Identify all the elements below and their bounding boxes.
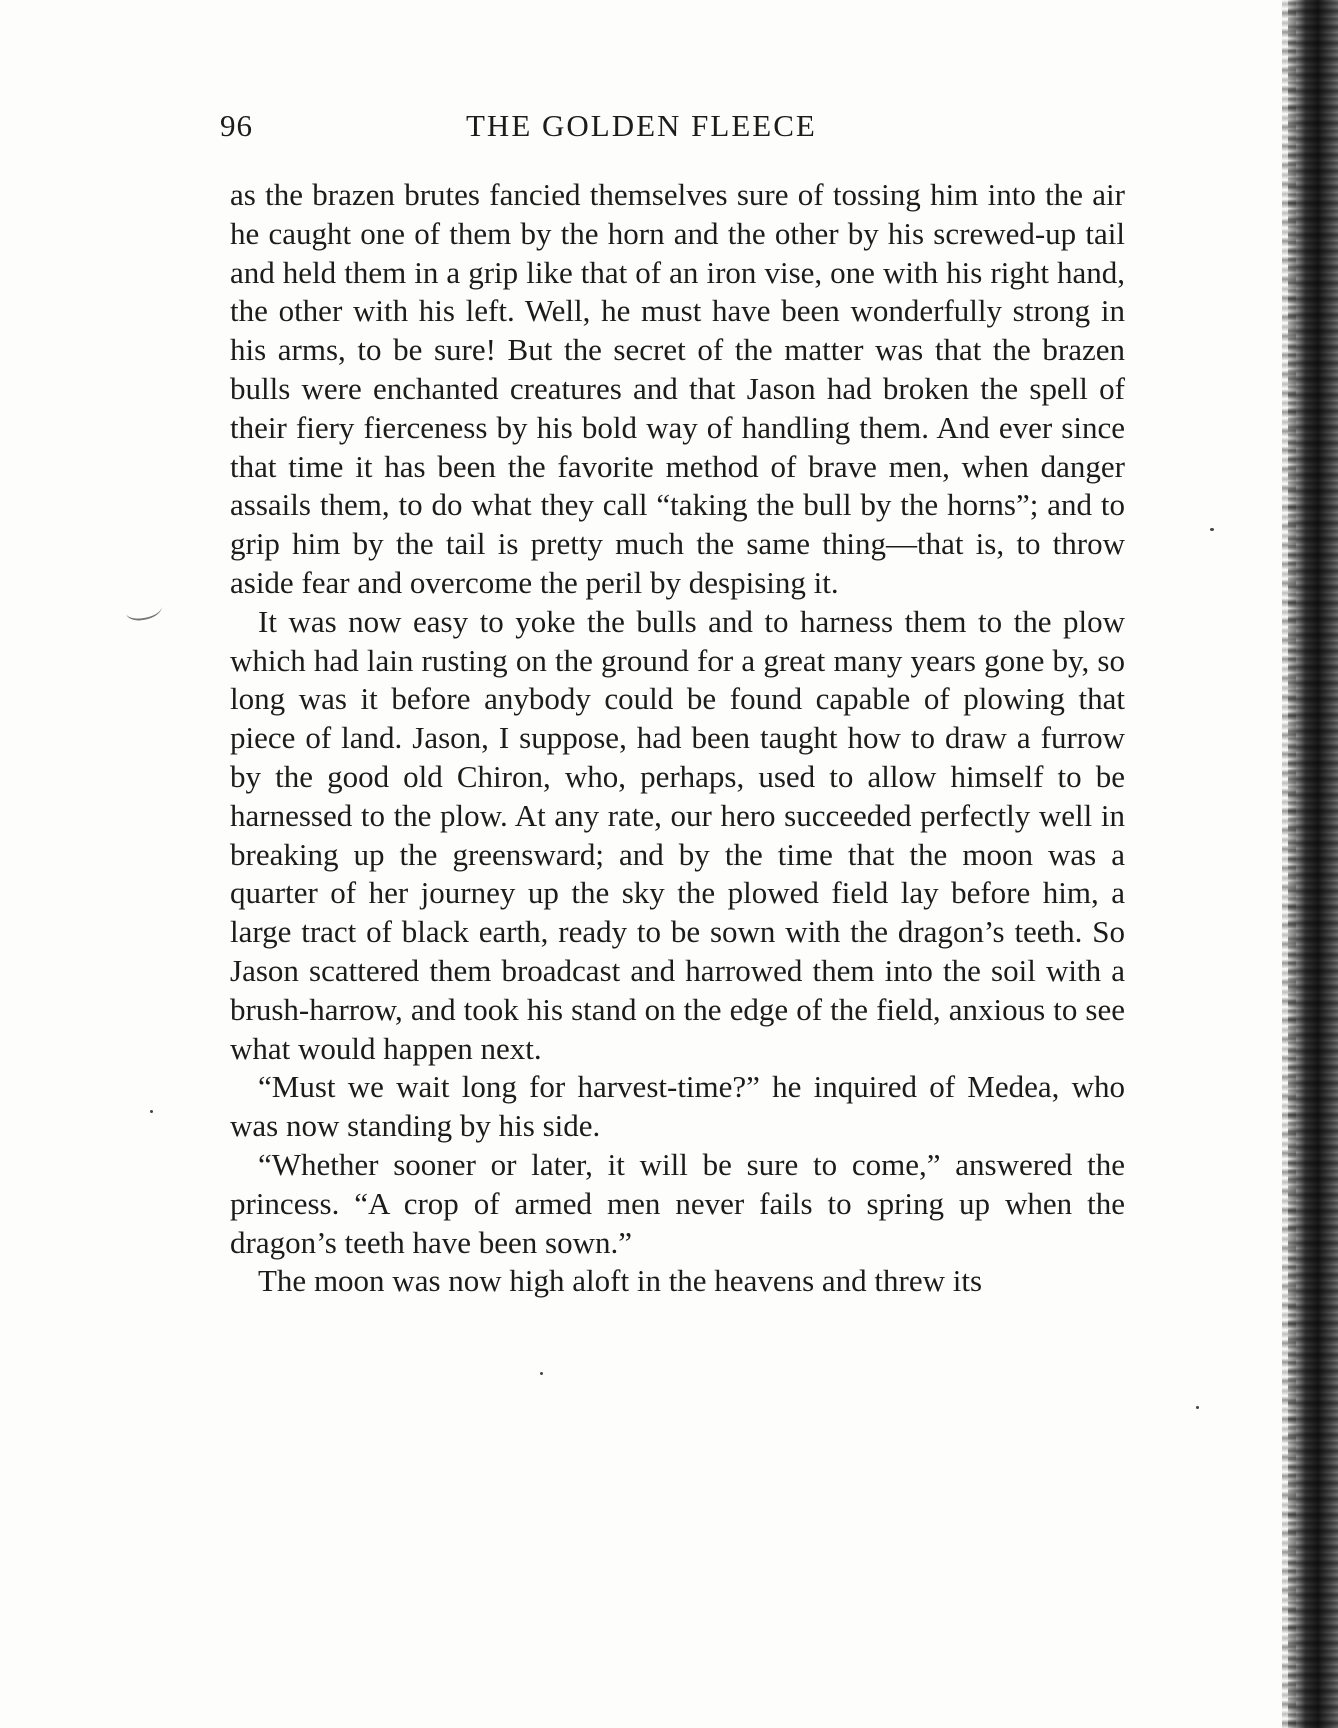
paragraph-3: “Must we wait long for harvest-time?” he inquired of Medea, who was now standing by his side. xyxy=(230,1069,1125,1144)
scan-speck xyxy=(1196,1406,1199,1409)
body-text xyxy=(230,176,1125,1301)
page-header xyxy=(220,104,1124,148)
scan-shadow-edge xyxy=(1288,0,1338,1728)
scan-speck xyxy=(150,1110,153,1113)
paragraph-4: “Whether sooner or later, it will be sure to come,” answered the princess. “A crop of armed men never fails to spring up when the dragon’s teeth have been sown.” xyxy=(230,1146,1125,1260)
scan-speck xyxy=(1210,528,1214,531)
margin-pencil-mark xyxy=(125,598,163,622)
paragraph-5: The moon was now high aloft in the heavens and threw its xyxy=(258,1263,983,1299)
scan-speck xyxy=(540,1372,543,1375)
paragraph-2: It was now easy to yoke the bulls and to harness them to the plow which had lain rusting on the ground for a great many years gone by, so long was it before anybody could be found capable of plowing that piece of land. Jason, I suppose, had been taught how to draw a furrow by the good old Chiron, who, perhaps, used to allow himself to be harnessed to the plow. At any rate, our hero succeeded perfectly well in breaking up the greensward; and by the time that the moon was a quarter of her journey up the sky the plowed field lay before him, a large tract of black earth, ready to be sown with the dragon’s teeth. So Jason scattered them broadcast and harrowed them into the soil with a brush-harrow, and took his stand on the edge of the field, anxious to see what would happen next. xyxy=(230,603,1125,1066)
page-number: 96 xyxy=(220,108,253,143)
paragraph-1: as the brazen brutes fancied themselves sure of tossing him into the air he caught one of them by the horn and the other by his screwed-up tail and held them in a grip like that of an iron vise, one with his right hand, the other with his left. Well, he must have been wonderfully strong in his arms, to be sure! But the secret of the matter was that the brazen bulls were enchanted creatures and that Jason had broken the spell of their fiery fierceness by his bold way of handling them. And ever since that time it has been the favorite method of brave men, when danger assails them, to do what they call “taking the bull by the horns”; and to grip him by the tail is pretty much the same thing—that is, to throw aside fear and overcome the peril by despising it. xyxy=(230,177,1125,600)
running-head-title: THE GOLDEN FLEECE xyxy=(466,108,817,143)
